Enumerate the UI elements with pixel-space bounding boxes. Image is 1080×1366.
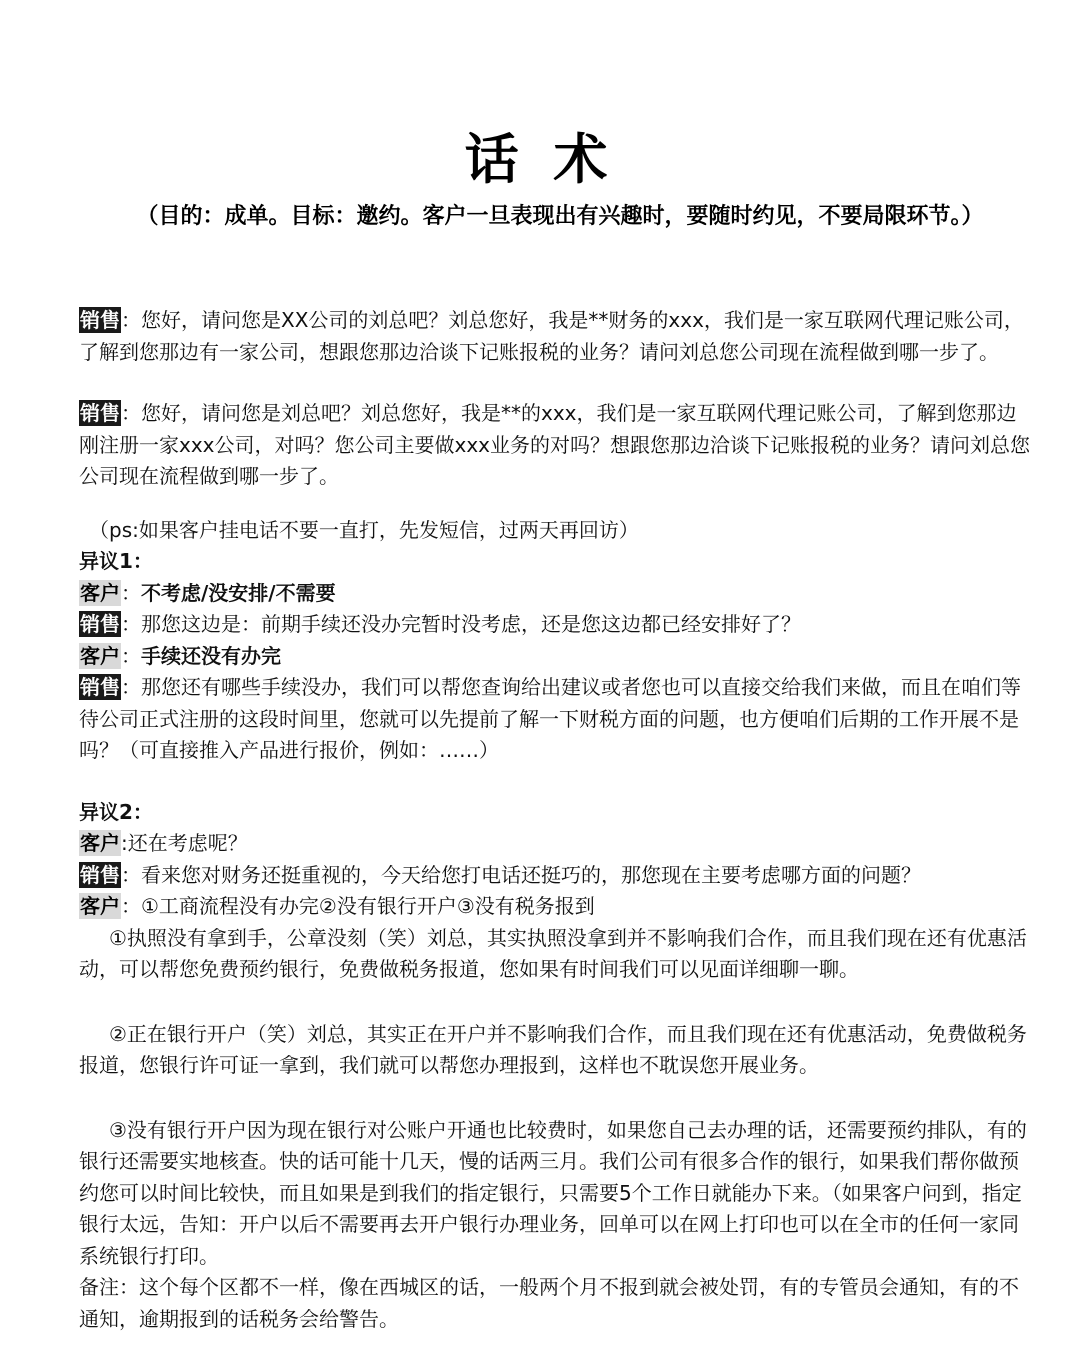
objection2-heading: 异议2：: [79, 799, 153, 824]
objection1-customer-2-sep: ：: [121, 643, 141, 668]
objection2-answer-3: ③没有银行开户因为现在银行对公账户开通也比较费时，如果您自己去办理的话，还需要预约排队，有的银行还需要实地核查。快的话可能十几天，慢的话两三月。我们公司有很多合作的银行，如果我们帮你做预约您可以时间比较快，而且如果是到我们的指定银行，只需要5个工作日就能办下来。（如果客户问到，指定银行太远，告知：开户以后不需要再去开户银行办理业务，回单可以在网上打印也可以在全市的任何一家同系统银行打印。: [79, 1117, 1027, 1268]
objection1-sales-2: [79, 672, 1034, 767]
objection2-sales-1-text: ：看来您对财务还挺重视的，今天给您打电话还挺巧的，那您现在主要考虑哪方面的问题？: [121, 862, 921, 887]
objection1-sales-1-text: ：那您这边是：前期手续还没办完暂时没考虑，还是您这边都已经安排好了？: [121, 612, 801, 636]
objection1-heading: 异议1：: [79, 549, 153, 573]
ps-note: （ps:如果客户挂电话不要一直打，先发短信，过两天再回访）: [89, 517, 639, 542]
objection2-answer-1: ①执照没有拿到手，公章没刻（笑）刘总，其实执照没拿到并不影响我们合作，而且我们现在还有优惠活动，可以帮您免费预约银行，免费做税务报道，您如果有时间我们可以见面详细聊一聊。: [79, 925, 1027, 981]
sales-tag: 销售: [80, 612, 120, 636]
customer-tag: 客户: [80, 643, 120, 668]
opening-script-1: [79, 305, 1034, 368]
objection2-note: 备注：这个每个区都不一样，像在西城区的话，一般两个月不报到就会被处罚，有的专管员会通知，有的不通知，逾期报到的话税务会给警告。: [79, 1275, 1019, 1331]
sales-tag: 销售: [80, 308, 120, 332]
objection2-customer-2-text: ：①工商流程没有办完②没有银行开户③没有税务报到: [121, 894, 595, 918]
objection1-customer-1-text: 不考虑/没安排/不需要: [141, 580, 336, 605]
objection2-customer-1-text: :还在考虑呢？: [121, 831, 248, 855]
objection2-customer-1: [79, 828, 1034, 860]
objection2-customer-2: [79, 891, 1034, 923]
objection1-customer-1-sep: ：: [121, 580, 141, 605]
sales-tag: 销售: [80, 675, 120, 699]
customer-tag: 客户: [80, 894, 120, 918]
script-body: [79, 305, 1034, 1335]
customer-tag: 客户: [80, 580, 120, 605]
sales-tag: 销售: [80, 862, 120, 887]
opening-text-2: ：您好，请问您是刘总吧？刘总您好，我是**的xxx，我们是一家互联网代理记账公司，了解到您那边刚注册一家xxx公司，对吗？您公司主要做xxx业务的对吗？想跟您那边洽谈下记账报税的业务？请问刘总您公司现在流程做到哪一步了。: [79, 401, 1031, 488]
objection1-customer-2-text: 手续还没有办完: [141, 643, 281, 668]
objection1-sales-2-text: ：那您还有哪些手续没办，我们可以帮您查询给出建议或者您也可以直接交给我们来做，而且在咱们等待公司正式注册的这段时间里，您就可以先提前了解一下财税方面的问题，也方便咱们后期的工作开展不是吗？（可直接推入产品进行报价，例如：……）: [79, 675, 1021, 762]
page-title: 话 术: [464, 128, 616, 191]
opening-text-1: ：您好，请问您是XX公司的刘总吧？刘总您好，我是**财务的xxx，我们是一家互联网代理记账公司，了解到您那边有一家公司，想跟您那边洽谈下记账报税的业务？请问刘总您公司现在流程做到哪一步了。: [79, 308, 1024, 364]
objection2-sales-1: [79, 860, 1034, 892]
objection1-customer-2: [79, 641, 1034, 673]
objection1-customer-1: [79, 578, 1034, 610]
objection1-sales-1: [79, 609, 1034, 641]
customer-tag: 客户: [80, 831, 120, 855]
page-subtitle: （目的：成单。目标：邀约。客户一旦表现出有兴趣时，要随时约见，不要局限环节。）: [136, 204, 984, 229]
objection2-answer-2: ②正在银行开户（笑）刘总，其实正在开户并不影响我们合作，而且我们现在还有优惠活动，免费做税务报道，您银行许可证一拿到，我们就可以帮您办理报到，这样也不耽误您开展业务。: [79, 1021, 1027, 1077]
sales-tag: 销售: [80, 401, 120, 425]
opening-script-2: [79, 398, 1034, 493]
